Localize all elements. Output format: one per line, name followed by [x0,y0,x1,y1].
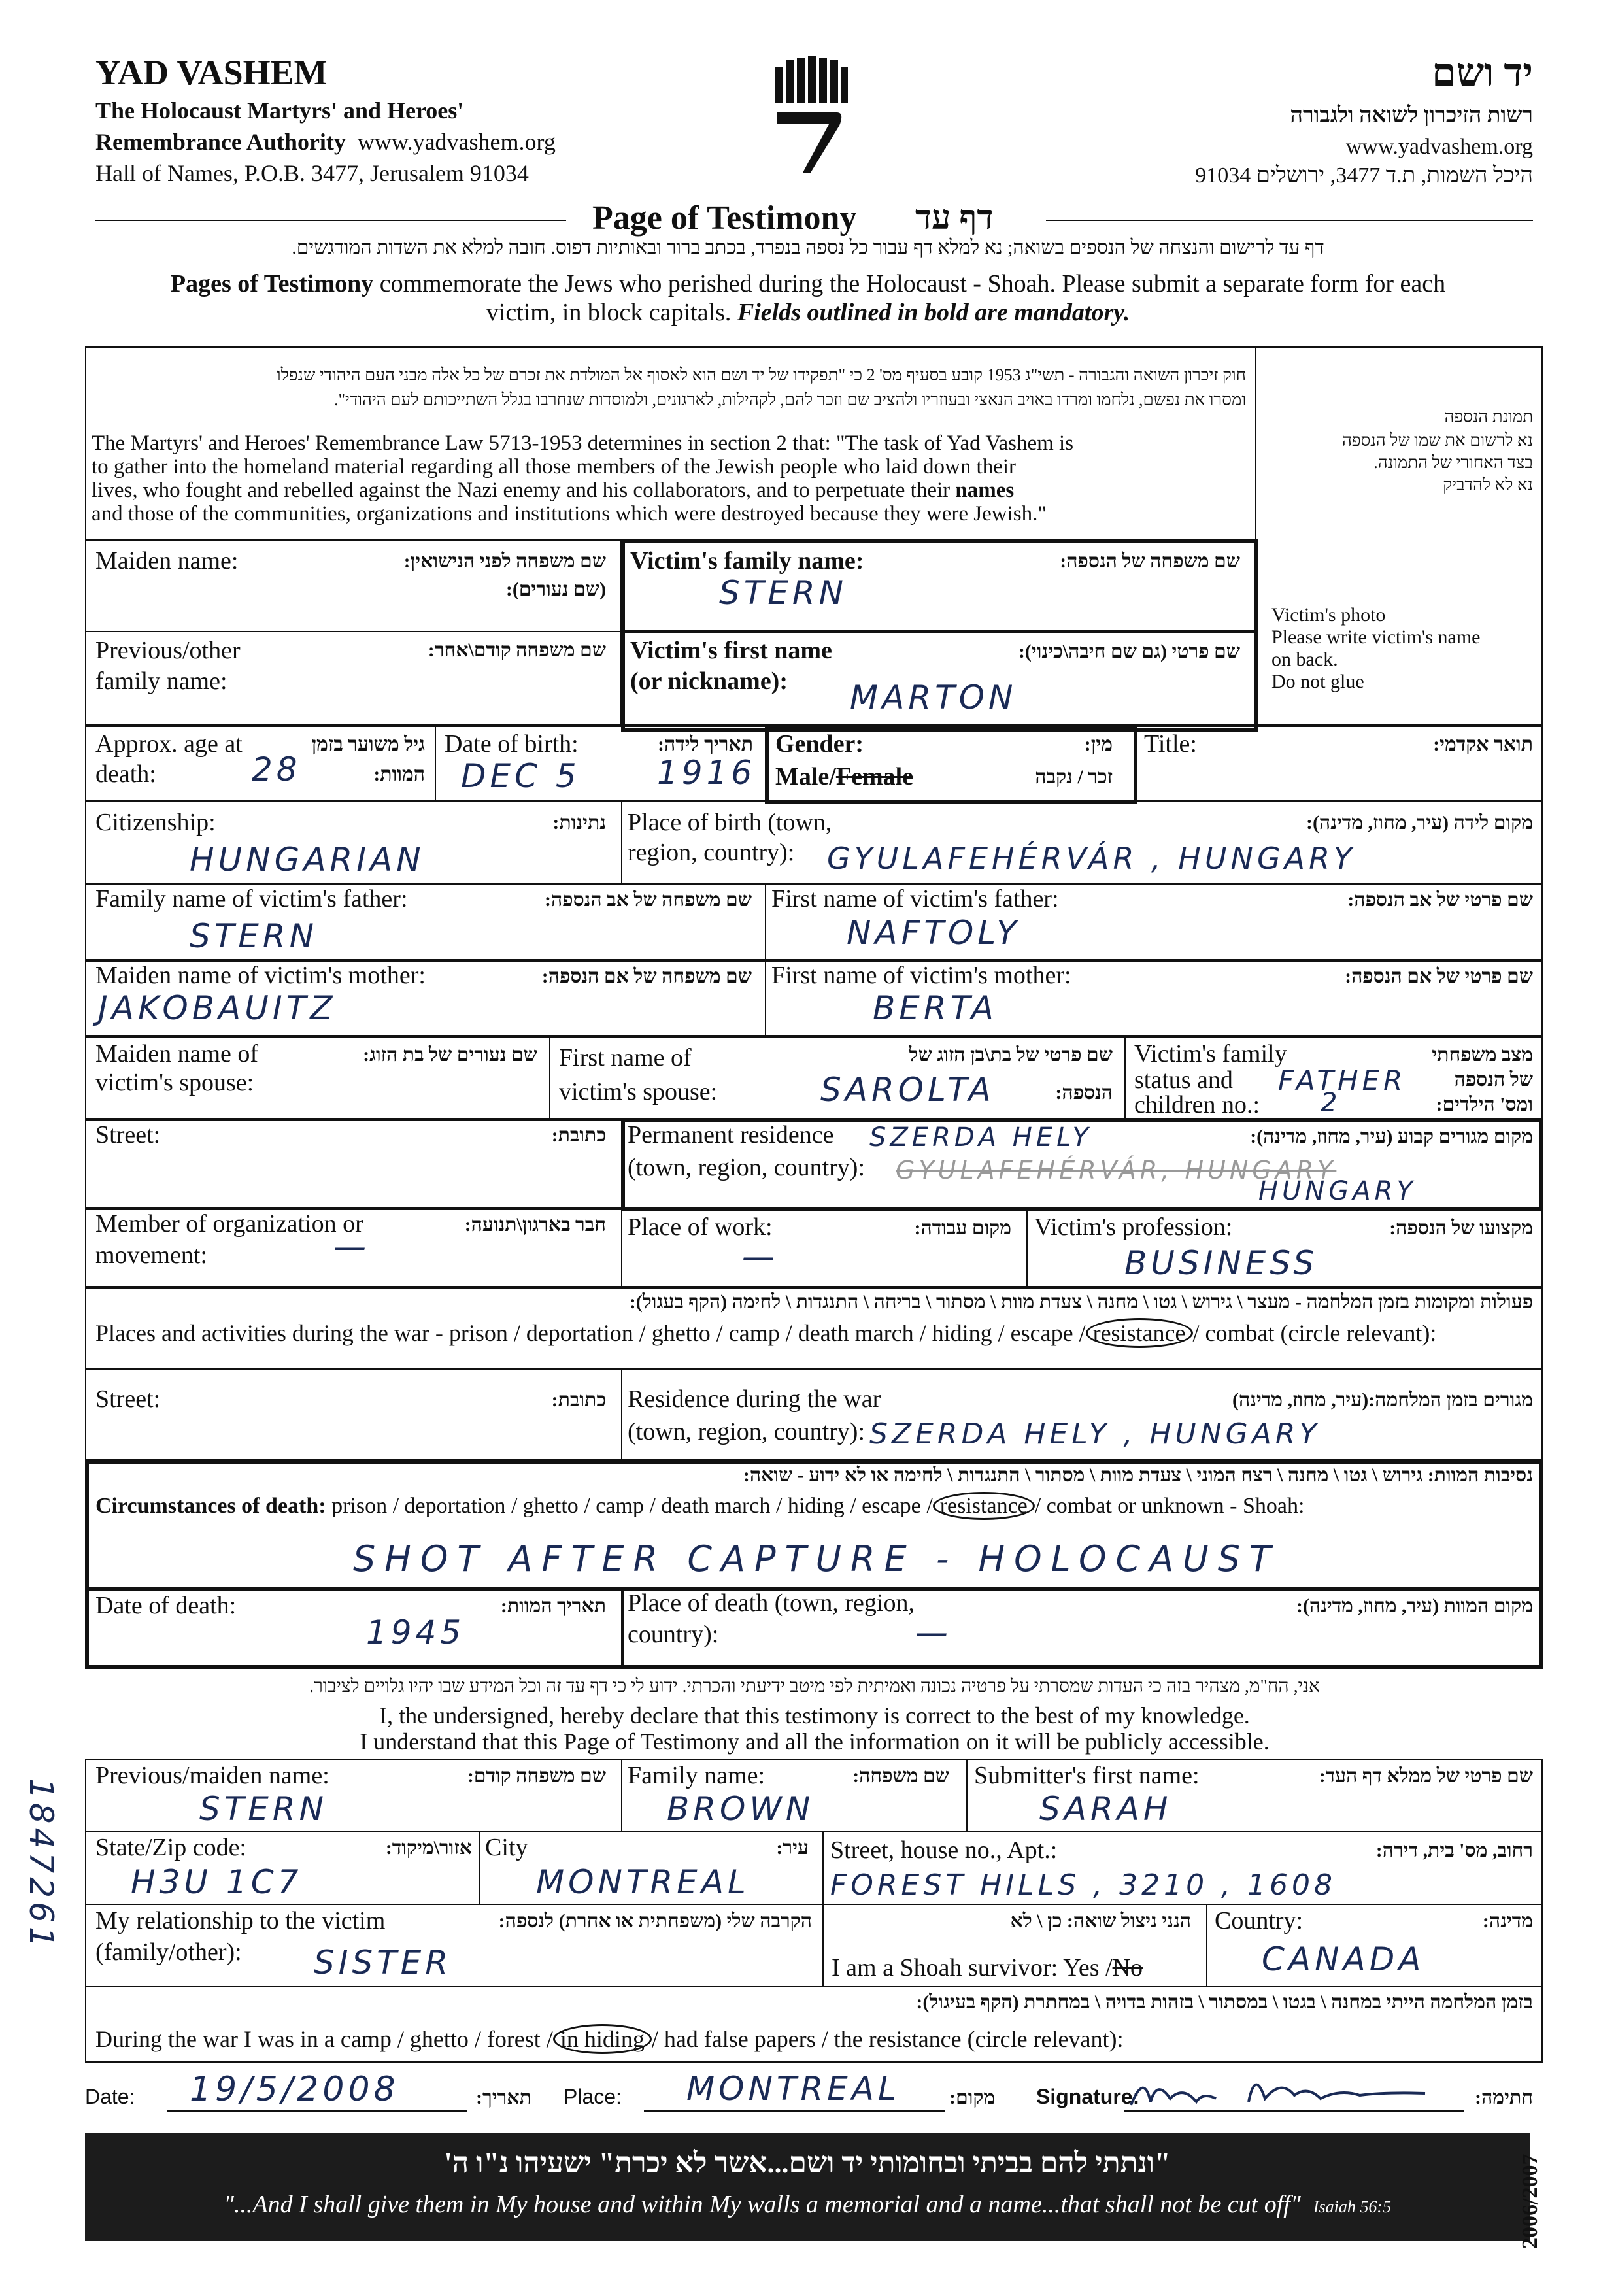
dod-he: תאריך המוות: [500,1595,606,1617]
submitter-first-value: SARAH [1039,1790,1172,1828]
law-he-1: חוק זיכרון השואה והגבורה - תשי"ג 1953 קובע בסעיף מס' 2 כי "תפקידו של יד ושם הוא לאסוף אל המולדת את זכרם של כל אלה מבני העם היהודי שנפלו [277,365,1246,384]
submitter-street-he: רחוב, מס' בית, דירה: [1375,1840,1533,1861]
gender-options[interactable]: Male/Female [775,763,914,790]
header-rule-right [1046,220,1533,221]
submitter-family-value: BROWN [667,1790,815,1828]
law-en-3: lives, who fought and rebelled against the Nazi enemy and his collaborators, and to perpetuate their names [92,479,1015,502]
zip-label: State/Zip code: [95,1834,247,1861]
spouse-first-value: SAROLTA [820,1071,995,1109]
spouse-first-label: First name of [559,1044,692,1072]
spouse-maiden-label-2: victim's spouse: [95,1069,254,1096]
gender-label: Gender: [775,730,864,758]
submitter-street-value: FOREST HILLS , 3210 , 1608 [830,1868,1336,1902]
member-label: Member of organization or [95,1210,363,1238]
during-war-en: During the war I was in a camp / ghetto / forest / in hiding / had false papers / the resistance (circle relevant): [95,2027,1123,2053]
war-residence-row [85,1369,1543,1460]
relation-value: SISTER [314,1944,452,1982]
war-street-he: כתובת: [551,1389,606,1411]
pob-label-2: region, country): [628,839,795,866]
org-line3: Remembrance Authority www.yadvashem.org [95,129,556,155]
father-family-label: Family name of victim's father: [95,885,408,913]
children-value: 2 [1321,1088,1341,1118]
city-label: City [485,1834,528,1861]
mother-maiden-he: שם משפחה של אם הנספה: [541,966,752,987]
submitter-prev-label: Previous/maiden name: [95,1762,329,1789]
father-first-he: שם פרטי של אב הנספה: [1347,889,1533,911]
mother-maiden-value: JAKOBAUITZ [98,989,337,1027]
first-name-label-2: (or nickname): [630,667,788,695]
profession-value: BUSINESS [1124,1244,1319,1282]
father-first-label: First name of victim's father: [771,885,1059,913]
work-label: Place of work: [628,1213,773,1241]
zip-he: אזור\מיקוד: [385,1837,472,1859]
city-value: MONTREAL [536,1863,750,1901]
zip-value: H3U 1C7 [131,1863,303,1901]
org-line2: The Holocaust Martyrs' and Heroes' [95,97,464,124]
law-en-2: to gather into the homeland material regarding all those members of the Jewish people who laid down their [92,455,1017,479]
submitter-prev-value: STERN [199,1790,328,1828]
photo-he-4: נא לא להדביק [1443,475,1533,494]
resistance-circled[interactable]: resistance [1086,1318,1193,1348]
page-title-he: דף עד [915,199,994,237]
age-he: גיל משוער בזמן [311,734,425,755]
citizenship-he: נתינות: [552,812,606,834]
photo-he-3: בצד האחורי של התמונה. [1373,453,1533,472]
war-activities-he: פעולות ומקומות בזמן המלחמה - מעצר \ גירוש \ גטו \ מחנה \ צעדת מוות \ מסתור \ בריחה \ התנגדות \ לחימה (הקף בעגול): [629,1291,1533,1313]
declaration-en-2: I understand that this Page of Testimony and all the information on it will be publicly accessible. [360,1729,1270,1755]
spouse-first-he: שם פרטי של בת\בן הזוג של [909,1044,1113,1066]
date-he: תאריך: [476,2087,531,2108]
pod-label-2: country): [628,1621,719,1648]
street-he: כתובת: [551,1124,606,1146]
relation-he: הקרבה שלי (משפחתית או אחרת) לנספה: [498,1910,812,1932]
law-he-2: ומסרו את נפשם, נלחמו ומרדו באויב הנאצי ובעוזריו ולהציב שם וזכר להם, לקהילות, לארגונים, ולמוסדות שנחרבו בגלל השתייכותם לעם היהודי". [333,390,1246,409]
profession-he: מקצועו של הנספה: [1389,1217,1533,1239]
country-label: Country: [1215,1907,1304,1934]
death-circ-en: Circumstances of death: prison / deportation / ghetto / camp / death march / hiding / escape / resistance / combat or unknown - Shoah: [95,1494,1304,1518]
first-name-value: MARTON [850,679,1017,717]
relation-label-2: (family/other): [95,1938,242,1966]
date-label: Date: [85,2085,135,2108]
dob-label: Date of birth: [445,730,579,758]
father-family-he: שם משפחה של אב הנספה: [545,889,752,911]
signature-label: Signature: [1036,2085,1140,2108]
verse-en: "...And I shall give them in My house and within My walls a memorial and a name...that shall not be cut off" Isaiah 56:5 [224,2191,1391,2218]
member-value: — [333,1228,370,1266]
spouse-first-he-2: הנספה: [1055,1082,1113,1104]
side-number: 1847261 [22,1778,60,1951]
profession-label: Victim's profession: [1034,1213,1233,1241]
perm-res-crossed: GYULAFEHÉRVÁR, HUNGARY [896,1156,1337,1185]
maiden-name-he-2: (שם נעורים): [505,579,606,600]
pob-label: Place of birth (town, [628,809,832,836]
address-he: היכל השמות, ת.ד 3477, ירושלים 91034 [1195,163,1533,188]
intro-en-2: victim, in block capitals. Fields outlined in bold are mandatory. [486,299,1130,326]
citizenship-value: HUNGARIAN [190,841,425,879]
war-residence-he: מגורים בזמן המלחמה:(עיר, מחוז, מדינה) [1232,1389,1533,1411]
law-en-4: and those of the communities, organizations and institutions which were destroyed because they were Jewish." [92,502,1047,526]
family-name-he: שם משפחה של הנספה: [1060,550,1240,572]
photo-he-2: נא לרשום את שמו של הנספה [1341,431,1533,450]
dob-value-year: 1916 [657,754,756,792]
age-label: Approx. age at [95,730,243,758]
perm-res-value: SZERDA HELY [869,1123,1092,1153]
declaration-en-1: I, the undersigned, hereby declare that this testimony is correct to the best of my knowledge. [379,1702,1250,1729]
website-he: www.yadvashem.org [1345,135,1533,159]
first-name-he: שם פרטי (גם שם חיבה\כינוי): [1018,641,1240,662]
father-first-value: NAFTOLY [847,914,1020,952]
submitter-first-he: שם פרטי של ממלא דף העד: [1319,1765,1533,1787]
war-residence-label-2: (town, region, country): [628,1418,866,1445]
age-value: 28 [252,751,301,788]
family-status-he-2: של הנספה [1454,1069,1533,1090]
family-status-value: FATHER [1278,1064,1407,1096]
submitter-family-label: Family name: [628,1762,766,1789]
verse-he: "ונתתי להם בביתי ובחומותי יד ושם...אשר לא יכרת" ישעיהו נ"ו ה' [444,2147,1171,2179]
during-war-he: בזמן המלחמה הייתי במחנה \ בגטו \ במסתור \ בזהות בדויה \ במחתרת (הקף בעיגול): [916,1991,1533,2013]
intro-he: דף עד לרישום והנצחה של הנספים בשואה; נא למלא דף עבור כל נספה בנפרד, בכתב ברור ובאותיות דפוס. חובה למלא את השדות המודגשים. [292,237,1324,258]
family-name-value: STERN [719,574,848,612]
family-status-label-3: children no.: [1134,1091,1260,1119]
photo-en-3: on back. [1271,649,1338,670]
place-he: מקום: [949,2087,996,2108]
pod-value: — [915,1613,952,1651]
pod-label: Place of death (town, region, [628,1589,915,1617]
war-residence-value: SZERDA HELY , HUNGARY [869,1417,1321,1451]
survivor-label[interactable]: I am a Shoah survivor: Yes /No [832,1954,1143,1982]
member-label-2: movement: [95,1241,207,1269]
relation-label: My relationship to the victim [95,1907,386,1934]
age-he-2: המוות: [373,764,425,785]
prev-family-label-2: family name: [95,667,227,695]
prev-family-label: Previous/other [95,637,241,664]
pob-he: מקום לידה (עיר, מחוז, מדינה): [1305,812,1533,834]
photo-he-1: תמונת הנספה [1444,407,1533,426]
death-circ-value: SHOT AFTER CAPTURE - HOLOCAUST [353,1538,1280,1579]
org-name: YAD VASHEM [95,53,328,92]
gender-he: מין: [1084,734,1113,755]
header-rule-left [95,220,566,221]
war-residence-label: Residence during the war [628,1385,881,1413]
work-he: מקום עבודה: [914,1217,1011,1239]
spouse-maiden-he: שם נעורים של בת הזוג: [363,1044,537,1066]
age-label-2: death: [95,760,156,788]
father-family-value: STERN [190,917,318,955]
family-status-label: Victim's family [1134,1040,1287,1068]
signature-he: חתימה: [1475,2087,1533,2108]
member-he: חבר בארגון\תנועה: [464,1214,606,1236]
mother-first-he: שם פרטי של אם הנספה: [1345,966,1533,987]
title-he: תואר אקדמי: [1433,734,1533,755]
org-line2-he: רשות הזיכרון לשואה ולגבורה [1290,103,1533,127]
perm-res-value-2: HUNGARY [1258,1176,1417,1206]
death-resistance-circled[interactable]: resistance [933,1492,1035,1520]
gender-he-2: זכר / נקבה [1035,766,1113,788]
family-status-he-3: ומס' הילדים: [1436,1094,1533,1115]
intro-en: Pages of Testimony commemorate the Jews who perished during the Holocaust - Shoah. Please submit a separate form for each [170,270,1446,297]
title-label: Title: [1144,730,1197,758]
submitter-family-he: שם משפחה: [852,1765,949,1787]
spouse-first-label-2: victim's spouse: [559,1078,718,1106]
mother-first-value: BERTA [873,989,998,1027]
photo-en-1: Victim's photo [1271,604,1386,626]
submitter-street-label: Street, house no., Apt.: [830,1836,1058,1864]
spouse-maiden-label: Maiden name of [95,1040,259,1068]
citizenship-label: Citizenship: [95,809,216,836]
photo-en-4: Do not glue [1271,671,1364,692]
mother-maiden-label: Maiden name of victim's mother: [95,962,426,989]
perm-res-label: Permanent residence [628,1121,834,1149]
family-name-label: Victim's family name: [630,547,864,575]
mother-first-label: First name of victim's mother: [771,962,1071,989]
country-value: CANADA [1262,1940,1425,1978]
perm-res-he: מקום מגורים קבוע (עיר, מחוז, מדינה): [1250,1126,1533,1147]
date-value: 19/5/2008 [190,2070,399,2109]
pod-he: מקום המוות (עיר, מחוז, מדינה): [1296,1595,1533,1617]
dod-label: Date of death: [95,1592,237,1619]
family-status-he: מצב משפחתי [1432,1044,1533,1066]
submitter-first-label: Submitter's first name: [974,1762,1200,1789]
declaration-he: אני, הח"מ, מצהיר בזה כי העדות שמסרתי על פרטיה נכונה ואמיתית לפי מיטב ידיעתי והכרתי. ידוע לי כי דף עד זה וכל המידע שבו יהיו גלויים לציבור. [309,1676,1320,1697]
place-value: MONTREAL [686,2070,900,2108]
war-activities-en: Places and activities during the war - prison / deportation / ghetto / camp / death march / hiding / escape / resistance / combat (circle relevant): [95,1321,1436,1347]
first-name-label: Victim's first name [630,637,832,664]
dob-value-day: DEC 5 [461,757,581,795]
dob-he: תאריך לידה: [658,734,753,755]
maiden-name-label: Maiden name: [95,547,239,575]
city-he: עיר: [776,1837,809,1859]
pob-value: GYULAFEHÉRVÁR , HUNGARY [827,841,1356,876]
submitter-prev-he: שם משפחה קודם: [467,1765,606,1787]
org-name-he: יד ושם [1432,51,1533,94]
org-address: Hall of Names, P.O.B. 3477, Jerusalem 91034 [95,160,529,186]
country-he: מדינה: [1482,1910,1533,1932]
death-circ-he: נסיבות המוות: גירוש \ גטו \ מחנה \ רצח המוני \ צעדת מוות \ מסתור \ התנגדות \ לחימה או לא ידוע - שואה: [743,1464,1533,1486]
prev-family-he: שם משפחה קודם\אחר: [428,639,606,661]
place-label: Place: [564,2085,622,2108]
street-label: Street: [95,1121,161,1149]
form-code: 2006/2007 [1518,2153,1542,2249]
in-hiding-circled[interactable]: in hiding [553,2024,652,2054]
perm-res-label-2: (town, region, country): [628,1154,866,1181]
survivor-he: הנני ניצול שואה: כן \ לא [1010,1910,1191,1932]
war-street-label: Street: [95,1385,161,1413]
yad-vashem-logo [771,54,850,175]
work-value: — [742,1238,779,1275]
law-en-1: The Martyrs' and Heroes' Remembrance Law 5713-1953 determines in section 2 that: "The task of Yad Vashem is [92,431,1074,455]
photo-en-2: Please write victim's name [1271,626,1481,648]
page-title: Page of Testimony [592,199,857,237]
maiden-name-he: שם משפחה לפני הנישואין: [403,550,606,572]
dod-value: 1945 [366,1613,465,1651]
family-status-label-2: status and [1134,1066,1233,1094]
